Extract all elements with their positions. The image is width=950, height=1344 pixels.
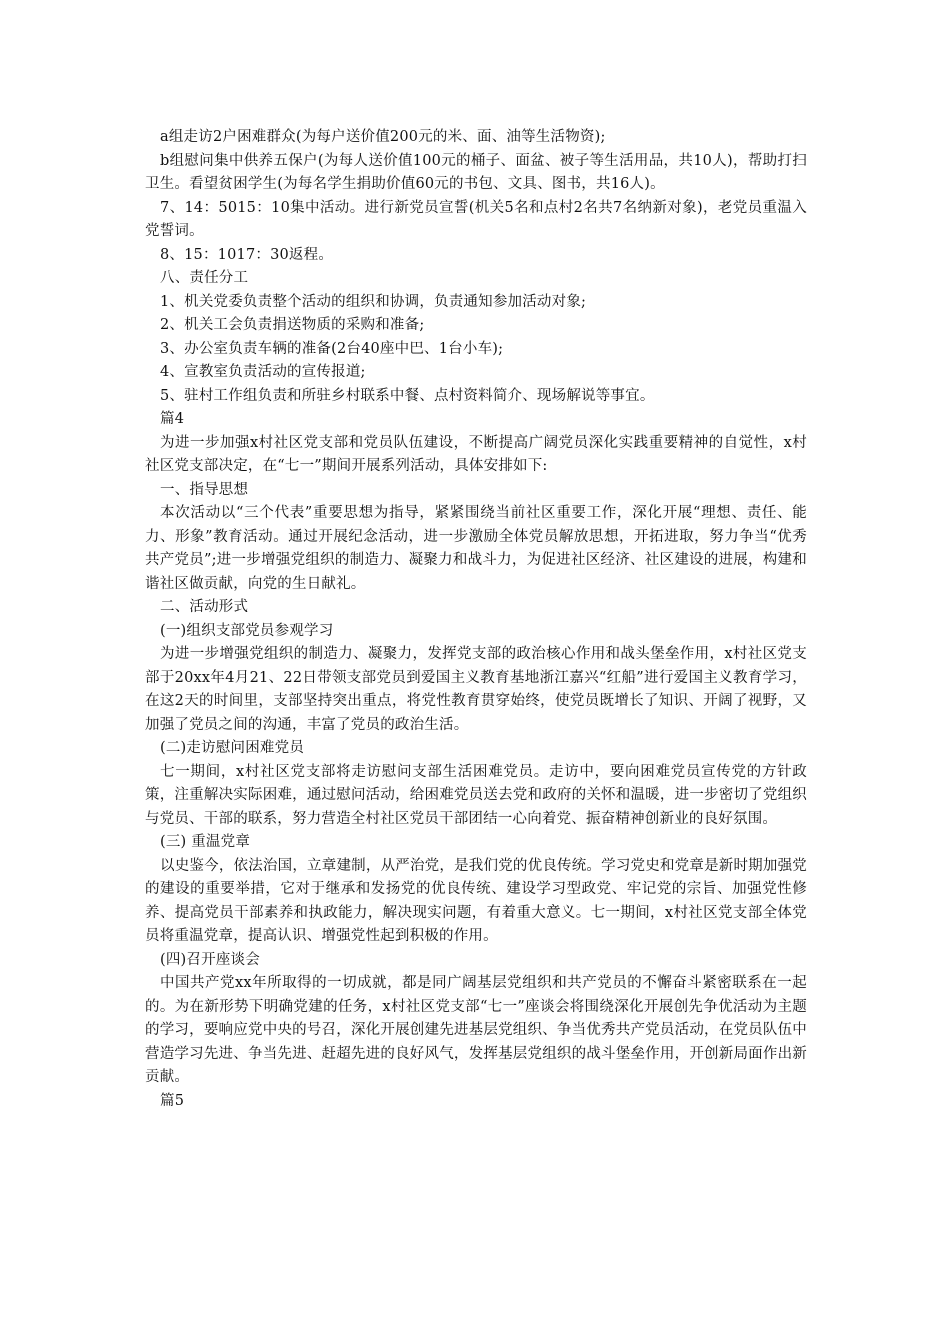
paragraph: 中国共产党xx年所取得的一切成就，都是同广阔基层党组织和共产党员的不懈奋斗紧密联系在一起的。为在新形势下明确党建的任务，x村社区党支部“七一”座谈会将围绕深化开展创先争优活动为主题的学习，要响应党中央的号召，深化开展创建先进基层党组织、争当优秀共产党员活动，在党员队伍中营造学习先进、争当先进、赶超先进的良好风气，发挥基层党组织的战斗堡垒作用，开创新局面作出新贡献。 (145, 975, 807, 1085)
section-heading: 一、指导思想 (160, 481, 249, 498)
paragraph: 以史鉴今，依法治国，立章建制，从严治党，是我们党的优良传统。学习党史和党章是新时期加强党的建设的重要举措，它对于继承和发扬党的优良传统、建设学习型政党、牢记党的宗旨、加强党性修养、提高党员干部素养和执政能力，解决现实问题，有着重大意义。七一期间，x村社区党支部全体党员将重温党章，提高认识、增强党性起到积极的作用。 (145, 857, 807, 944)
paragraph: 4、宣教室负责活动的宣传报道; (160, 364, 366, 380)
paragraph: 七一期间，x村社区党支部将走访慰问支部生活困难党员。走访中，要向困难党员宣传党的方针政策，注重解决实际困难，通过慰问活动，给困难党员送去党和政府的关怀和温暖，进一步密切了党组织与党员、干部的联系，努力营造全村社区党员干部团结一心向着党、振奋精神创新业的良好氛围。 (145, 763, 807, 827)
chapter-label: 篇5 (160, 1092, 185, 1109)
section-heading: 二、活动形式 (160, 599, 249, 615)
paragraph: 5、驻村工作组负责和所驻乡村联系中餐、点村资料简介、现场解说等事宜。 (160, 387, 655, 404)
document-body (145, 126, 807, 1113)
paragraph: 1、机关党委负责整个活动的组织和协调，负责通知参加活动对象; (160, 293, 587, 310)
paragraph: 为进一步加强x村社区党支部和党员队伍建设，不断提高广阔党员深化实践重要精神的自觉性，x村社区党支部决定，在“七一”期间开展系列活动，具体安排如下: (145, 434, 807, 474)
paragraph: 2、机关工会负责捐送物质的采购和准备; (160, 317, 425, 333)
paragraph: 7、14：5015：10集中活动。进行新党员宣誓(机关5名和点村2名共7名纳新对象)，老党员重温入党誓词。 (145, 199, 807, 239)
chapter-label: 篇4 (160, 411, 185, 427)
subsection-heading: (四)召开座谈会 (160, 951, 260, 968)
paragraph: 为进一步增强党组织的制造力、凝聚力，发挥党支部的政治核心作用和战头堡垒作用，x村社区党支部于20xx年4月21、22日带领支部党员到爱国主义教育基地浙江嘉兴“红船”进行爱国主义教育学习，在这2天的时间里，支部坚持突出重点，将党性教育贯穿始终，使党员既增长了知识、开阔了视野，又加强了党员之间的沟通，丰富了党员的政治生活。 (145, 646, 807, 733)
subsection-heading: (一)组织支部党员参观学习 (160, 622, 334, 639)
subsection-heading: (三) 重温党章 (160, 834, 251, 850)
paragraph: 3、办公室负责车辆的准备(2台40座中巴、1台小车); (160, 340, 504, 357)
paragraph: a组走访2户困难群众(为每户送价值200元的米、面、油等生活物资); (160, 129, 606, 145)
subsection-heading: (二)走访慰问困难党员 (160, 740, 305, 756)
section-heading: 八、责任分工 (160, 270, 249, 286)
paragraph: b组慰问集中供养五保户(为每人送价值100元的桶子、面盆、被子等生活用品，共10人)，帮助打扫卫生。看望贫困学生(为每名学生捐助价值60元的书包、文具、图书，共16人)。 (145, 152, 807, 192)
paragraph: 本次活动以“三个代表”重要思想为指导，紧紧围绕当前社区重要工作，深化开展“理想、责任、能力、形象”教育活动。通过开展纪念活动，进一步激励全体党员解放思想，开拓进取，努力争当“优秀共产党员”;进一步增强党组织的制造力、凝聚力和战斗力，为促进社区经济、社区建设的进展，构建和谐社区做贡献，向党的生日献礼。 (145, 505, 807, 592)
paragraph: 8、15：1017：30返程。 (160, 246, 334, 263)
